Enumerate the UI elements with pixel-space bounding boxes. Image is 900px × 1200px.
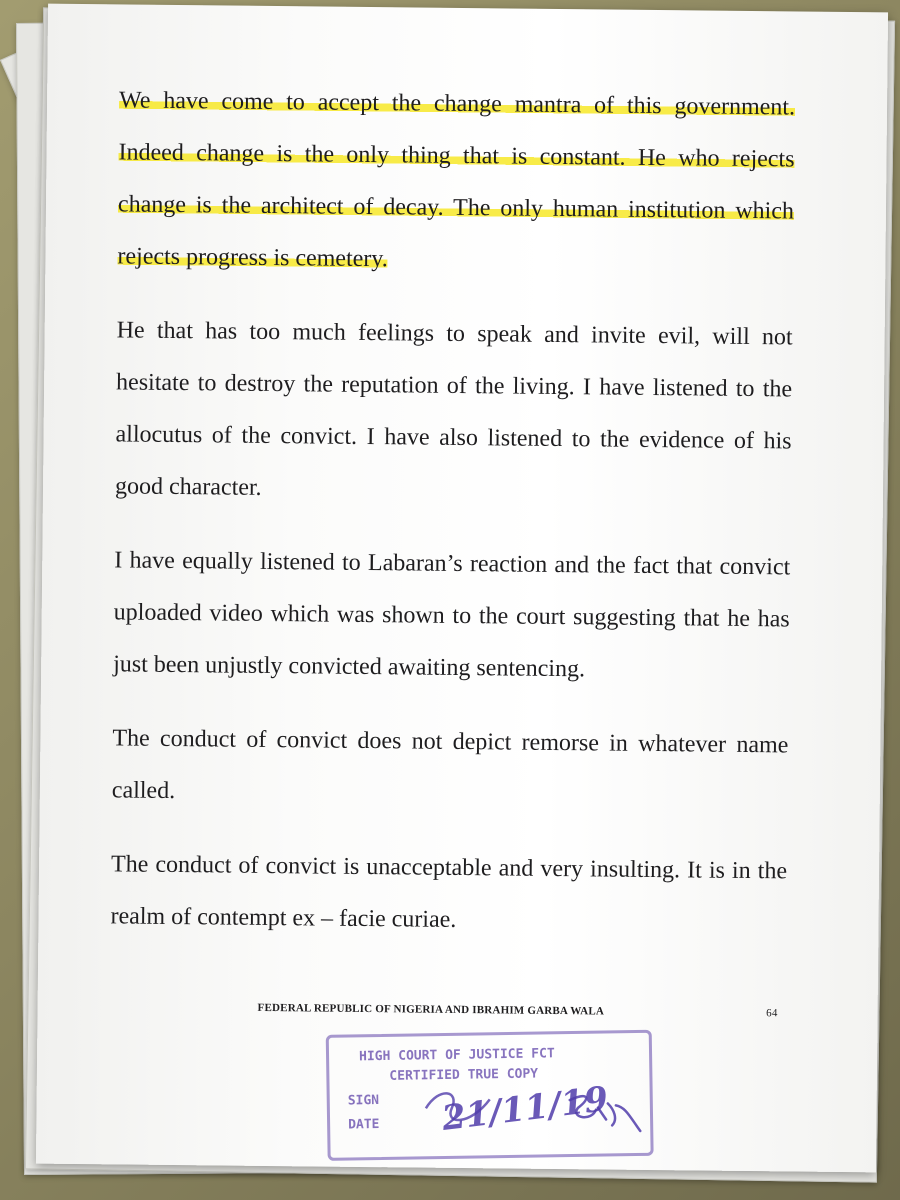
document-page [36, 4, 888, 1173]
body-text [110, 74, 795, 949]
paragraph-4: The conduct of convict does not depict remorse in whatever name called. [111, 725, 789, 805]
stamp-court-name: HIGH COURT OF JUSTICE FCT [358, 1046, 555, 1065]
handwritten-date: 21/11/19 [439, 1079, 611, 1139]
page-number: 64 [766, 1007, 778, 1020]
page-footer [258, 1002, 778, 1019]
paragraph-2: He that has too much feelings to speak and invite evil, will not hesitate to destroy the reputation of the living. I have listened to the allocutus of the convict. I have also listened to the evidence of his good character. [114, 317, 793, 501]
stamp-certified-text: CERTIFIED TRUE COPY [389, 1066, 539, 1084]
stamp-sign-label: SIGN [347, 1093, 380, 1109]
certified-true-copy-stamp [326, 1030, 654, 1161]
paragraph-3: I have equally listened to Labaran’s reaction and the fact that convict uploaded video which was shown to the court suggesting that he has just been unjustly convicted awaiting sentencing. [113, 547, 791, 683]
case-title: FEDERAL REPUBLIC OF NIGERIA AND IBRAHIM GARBA WALA [257, 1001, 605, 1018]
stamp-date-label: DATE [348, 1117, 380, 1133]
paragraph-1 [117, 74, 795, 289]
handwritten-signature [329, 1033, 651, 1158]
highlighted-text: We have come to accept the change mantra of this government. Indeed change is the only thing that is constant. He who rejects change is the architect of decay. The only human institution which rejects progress is cemetery. [117, 87, 796, 273]
paragraph-5: The conduct of convict is unacceptable and very insulting. It is in the realm of contempt ex – facie curiae. [110, 851, 788, 933]
